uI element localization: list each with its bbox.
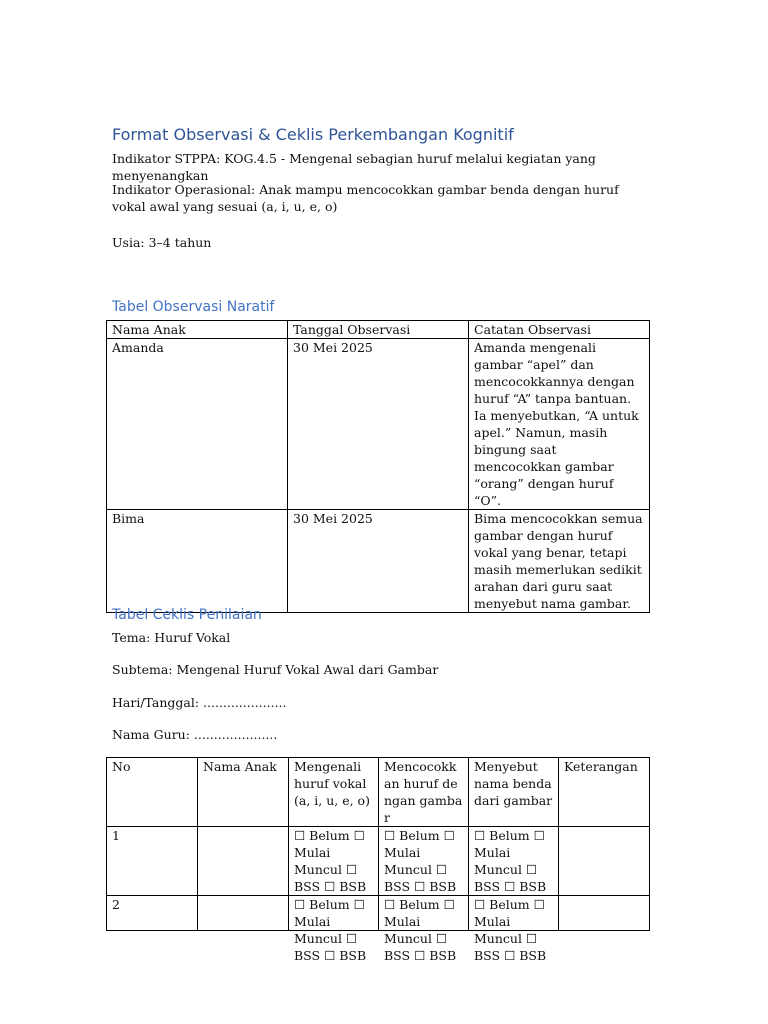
header-tanggal-observasi: Tanggal Observasi xyxy=(288,321,469,339)
nama-guru: Nama Guru: ..................... xyxy=(112,727,278,742)
checkbox-options[interactable]: ☐ Belum ☐ Mulai Muncul ☐ BSS ☐ BSB xyxy=(379,827,469,896)
header-mengenali: Mengenali huruf vokal (a, i, u, e, o) xyxy=(289,758,379,827)
header-nama-anak: Nama Anak xyxy=(198,758,289,827)
cell-nama[interactable] xyxy=(198,827,289,896)
cell-keterangan[interactable] xyxy=(559,827,650,896)
cell-tanggal: 30 Mei 2025 xyxy=(288,339,469,510)
checkbox-options[interactable]: ☐ Belum ☐ Mulai Muncul ☐ BSS ☐ BSB xyxy=(289,827,379,896)
hari-tanggal: Hari/Tanggal: ..................... xyxy=(112,695,287,710)
header-menyebut: Menyebut nama benda dari gambar xyxy=(469,758,559,827)
indikator-stppa: Indikator STPPA: KOG.4.5 - Mengenal sebagian huruf melalui kegiatan yang menyenangkan xyxy=(112,151,596,183)
narrative-table-heading: Tabel Observasi Naratif xyxy=(112,299,275,315)
usia: Usia: 3–4 tahun xyxy=(112,235,212,250)
header-no: No xyxy=(107,758,198,827)
checkbox-options-text: ☐ Belum ☐ Mulai Muncul ☐ BSS ☐ BSB xyxy=(294,897,367,963)
cell-tanggal: 30 Mei 2025 xyxy=(288,510,469,613)
header-keterangan: Keterangan xyxy=(559,758,650,827)
checkbox-options-text: ☐ Belum ☐ Mulai Muncul ☐ BSS ☐ BSB xyxy=(384,897,457,963)
table-row xyxy=(107,827,650,896)
header-catatan-observasi: Catatan Observasi xyxy=(469,321,650,339)
table-header-row xyxy=(107,758,650,827)
tema: Tema: Huruf Vokal xyxy=(112,630,231,645)
table-row xyxy=(107,896,650,931)
subtema: Subtema: Mengenal Huruf Vokal Awal dari Gambar xyxy=(112,662,439,677)
checkbox-options[interactable] xyxy=(379,896,469,963)
header-mencocokkan: Mencocokkan huruf dengan gambar xyxy=(379,758,469,827)
document-title: Format Observasi & Ceklis Perkembangan Kognitif xyxy=(112,125,514,144)
cell-no: 1 xyxy=(107,827,198,896)
narrative-table xyxy=(106,320,650,613)
cell-catatan: Bima mencocokkan semua gambar dengan huruf vokal yang benar, tetapi masih memerlukan sedikit arahan dari guru saat menyebut nama gambar. xyxy=(469,510,650,613)
checklist-table xyxy=(106,757,650,963)
checkbox-options-text: ☐ Belum ☐ Mulai Muncul ☐ BSS ☐ BSB xyxy=(474,897,547,963)
cell-nama: Bima xyxy=(107,510,288,613)
header-nama-anak: Nama Anak xyxy=(107,321,288,339)
table-row xyxy=(107,510,650,613)
cell-nama[interactable] xyxy=(198,896,289,931)
checkbox-options[interactable] xyxy=(469,896,559,963)
table-row xyxy=(107,339,650,510)
checkbox-options[interactable]: ☐ Belum ☐ Mulai Muncul ☐ BSS ☐ BSB xyxy=(469,827,559,896)
indikator-operasional: Indikator Operasional: Anak mampu mencocokkan gambar benda dengan huruf vokal awal yang sesuai (a, i, u, e, o) xyxy=(112,182,619,214)
cell-no: 2 xyxy=(107,896,198,931)
checkbox-options[interactable] xyxy=(289,896,379,963)
cell-catatan: Amanda mengenali gambar “apel” dan mencocokkannya dengan huruf “A” tanpa bantuan. Ia menyebutkan, “A untuk apel.” Namun, masih bingung saat mencocokkan gambar “orang” dengan huruf “O”. xyxy=(469,339,650,510)
table-header-row xyxy=(107,321,650,339)
cell-keterangan[interactable] xyxy=(559,896,650,931)
cell-nama: Amanda xyxy=(107,339,288,510)
checklist-heading: Tabel Ceklis Penilaian xyxy=(112,607,262,623)
